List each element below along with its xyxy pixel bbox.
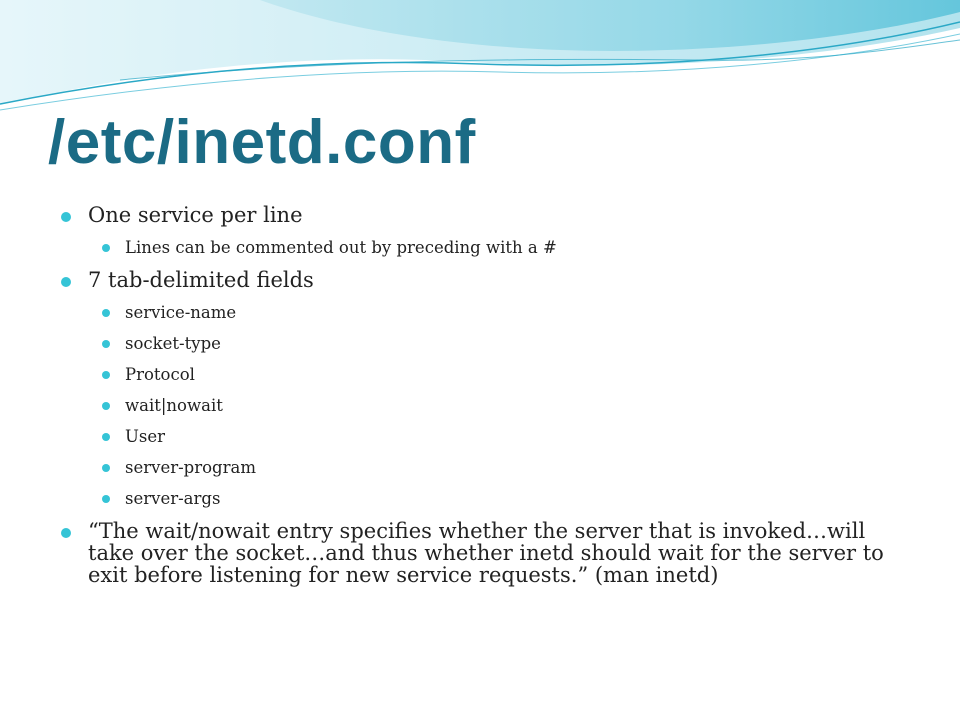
bullet-dot-icon (102, 402, 110, 410)
bullet-item (60, 269, 910, 291)
bullet-text: 7 tab-delimited fields (88, 268, 314, 292)
sub-bullet-item (60, 365, 910, 385)
sub-bullet-item (60, 458, 910, 478)
bullet-dot-icon (102, 464, 110, 472)
quote-text: “The wait/nowait entry specifies whether the server that is invoked…will take over the socket…and thus whether inetd should wait for the server to exit before listening for new service requests.” (man inetd) (88, 519, 884, 587)
sub-bullet-item (60, 489, 910, 509)
field-name: User (125, 427, 166, 446)
bullet-dot-icon (102, 244, 110, 252)
sub-bullet-item (60, 334, 910, 354)
bullet-list (60, 204, 910, 598)
field-name: socket-type (125, 334, 221, 353)
field-name: service-name (125, 303, 237, 322)
field-name: server-program (125, 458, 256, 477)
header-wave-decoration (0, 0, 960, 120)
bullet-dot-icon (102, 495, 110, 503)
field-name: Protocol (125, 365, 195, 384)
bullet-dot-icon (61, 212, 71, 222)
bullet-text: One service per line (88, 203, 303, 227)
bullet-dot-icon (102, 433, 110, 441)
field-name: server-args (125, 489, 221, 508)
sub-bullet-item (60, 427, 910, 447)
bullet-dot-icon (61, 528, 71, 538)
field-name: wait|nowait (125, 396, 223, 415)
sub-bullet-item (60, 303, 910, 323)
bullet-item-quote (60, 520, 910, 586)
slide-title: /etc/inetd.conf (48, 108, 476, 177)
bullet-dot-icon (102, 340, 110, 348)
sub-bullet-text: Lines can be commented out by preceding with a # (125, 238, 557, 257)
sub-bullet-item (60, 238, 910, 258)
bullet-dot-icon (102, 371, 110, 379)
sub-bullet-item (60, 396, 910, 416)
bullet-item (60, 204, 910, 226)
bullet-dot-icon (102, 309, 110, 317)
bullet-dot-icon (61, 277, 71, 287)
